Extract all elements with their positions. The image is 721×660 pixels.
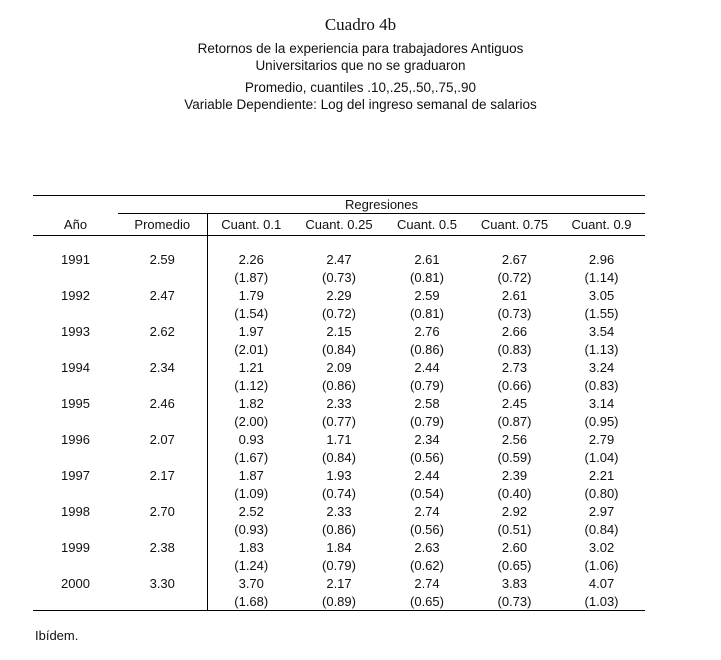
- quantile-value-cell: 2.58: [414, 396, 440, 411]
- se-row-1992: [33, 305, 645, 323]
- quantile-value-cell: 1.97: [207, 323, 295, 341]
- standard-error-cell: (1.14): [584, 270, 619, 285]
- quantile-value-cell: 2.47: [326, 252, 352, 267]
- standard-error-cell: (0.65): [410, 593, 444, 609]
- year-cell: 1997: [61, 468, 90, 483]
- promedio-cell-empty: [118, 413, 207, 431]
- promedio-cell-empty: [118, 377, 207, 395]
- quantile-value-cell: 2.74: [414, 504, 440, 519]
- quantile-value-cell: 1.87: [207, 467, 295, 485]
- group-header-row: [33, 196, 645, 214]
- standard-error-cell: (1.24): [207, 557, 295, 575]
- value-row-1995: [33, 395, 645, 413]
- standard-error-cell: (0.86): [410, 342, 444, 357]
- quantile-value-cell: 2.21: [588, 468, 615, 483]
- quantile-value-cell: 2.39: [501, 468, 528, 483]
- title-block: [0, 15, 721, 113]
- standard-error-cell: (1.03): [584, 593, 619, 609]
- standard-error-cell: (1.04): [584, 450, 619, 465]
- year-cell-empty: [33, 449, 118, 467]
- year-cell-empty: [33, 557, 118, 575]
- se-row-1998: [33, 521, 645, 539]
- standard-error-cell: (0.79): [322, 558, 356, 573]
- quantile-value-cell: 1.79: [207, 287, 295, 305]
- quantile-value-cell: 2.45: [501, 396, 528, 411]
- value-row-1994: [33, 359, 645, 377]
- standard-error-cell: (0.73): [497, 306, 532, 321]
- value-row-1992: [33, 287, 645, 305]
- promedio-cell: 2.17: [149, 468, 175, 483]
- year-cell-empty: [33, 305, 118, 323]
- standard-error-cell: (2.00): [207, 413, 295, 431]
- standard-error-cell: (0.83): [497, 342, 532, 357]
- table-subtitle-1: Retornos de la experiencia para trabajadores Antiguos: [197, 41, 524, 56]
- quantile-value-cell: 3.05: [588, 288, 615, 303]
- standard-error-cell: (0.65): [497, 558, 532, 573]
- promedio-cell: 2.38: [149, 540, 175, 555]
- quantile-value-cell: 2.96: [588, 252, 615, 267]
- value-row-1993: [33, 323, 645, 341]
- se-row-2000: [33, 593, 645, 611]
- quantile-value-cell: 2.66: [501, 324, 528, 339]
- standard-error-cell: (0.83): [584, 378, 619, 393]
- table-caption: Cuadro 4b: [324, 15, 397, 34]
- standard-error-cell: (1.55): [584, 306, 619, 321]
- year-cell-empty: [33, 341, 118, 359]
- quantile-value-cell: 2.09: [326, 360, 352, 375]
- year-cell-empty: [33, 413, 118, 431]
- value-row-1997: [33, 467, 645, 485]
- quantile-value-cell: 2.26: [207, 251, 295, 269]
- year-cell: 1993: [61, 324, 90, 339]
- se-row-1991: [33, 269, 645, 287]
- standard-error-cell: (0.73): [497, 593, 532, 609]
- quantile-value-cell: 2.63: [414, 540, 440, 555]
- source-note: Ibídem.: [35, 628, 79, 643]
- table-body: [33, 236, 645, 611]
- standard-error-cell: (0.93): [207, 521, 295, 539]
- se-row-1994: [33, 377, 645, 395]
- standard-error-cell: (0.59): [497, 450, 532, 465]
- value-row-1991: [33, 251, 645, 269]
- standard-error-cell: (1.06): [584, 558, 619, 573]
- value-row-1999: [33, 539, 645, 557]
- year-cell: 1999: [61, 540, 90, 555]
- col-header-cuant-05: Cuant. 0.5: [383, 214, 471, 236]
- quantile-value-cell: 3.24: [588, 360, 615, 375]
- quantile-value-cell: 2.74: [414, 576, 440, 591]
- quantile-value-cell: 2.97: [588, 504, 615, 519]
- quantile-value-cell: 2.59: [414, 288, 440, 303]
- standard-error-cell: (0.79): [410, 414, 444, 429]
- standard-error-cell: (0.81): [410, 270, 444, 285]
- table-subtitle-2: Universitarios que no se graduaron: [255, 58, 466, 73]
- promedio-cell-empty: [118, 593, 207, 611]
- quantile-value-cell: 3.14: [588, 396, 615, 411]
- standard-error-cell: (1.87): [207, 269, 295, 287]
- value-row-1996: [33, 431, 645, 449]
- quantile-value-cell: 0.93: [207, 431, 295, 449]
- col-header-cuant-025: Cuant. 0.25: [295, 214, 383, 236]
- col-header-promedio: Promedio: [118, 214, 207, 236]
- quantile-value-cell: 2.34: [414, 432, 440, 447]
- promedio-cell-empty: [118, 557, 207, 575]
- group-header-label: Regresiones: [345, 197, 419, 212]
- quantile-value-cell: 4.07: [588, 576, 615, 591]
- quantile-value-cell: 2.79: [588, 432, 615, 447]
- standard-error-cell: (1.68): [207, 593, 295, 611]
- standard-error-cell: (0.86): [322, 378, 356, 393]
- se-row-1997: [33, 485, 645, 503]
- year-cell-empty: [33, 377, 118, 395]
- table-subtitle-3: Promedio, cuantiles .10,.25,.50,.75,.90: [244, 80, 477, 95]
- quantile-value-cell: 2.92: [501, 504, 528, 519]
- quantile-value-cell: 3.83: [501, 576, 528, 591]
- promedio-cell: 2.46: [149, 396, 175, 411]
- promedio-cell-empty: [118, 341, 207, 359]
- quantile-value-cell: 1.93: [326, 468, 352, 483]
- promedio-cell: 2.70: [149, 504, 175, 519]
- col-header-cuant-01: Cuant. 0.1: [207, 214, 295, 236]
- standard-error-cell: (0.74): [322, 486, 356, 501]
- quantile-value-cell: 2.15: [326, 324, 352, 339]
- quantile-value-cell: 2.17: [326, 576, 352, 591]
- col-header-cuant-09: Cuant. 0.9: [558, 214, 645, 236]
- standard-error-cell: (0.79): [410, 378, 444, 393]
- standard-error-cell: (1.13): [584, 342, 619, 357]
- standard-error-cell: (0.84): [584, 522, 619, 537]
- standard-error-cell: (1.09): [207, 485, 295, 503]
- quantile-value-cell: 3.54: [588, 324, 615, 339]
- standard-error-cell: (0.87): [497, 414, 532, 429]
- year-cell: 2000: [61, 576, 90, 591]
- quantile-value-cell: 1.82: [207, 395, 295, 413]
- year-cell: 1992: [61, 288, 90, 303]
- standard-error-cell: (0.54): [410, 486, 444, 501]
- year-cell: 1995: [61, 396, 90, 411]
- quantile-value-cell: 3.70: [207, 575, 295, 593]
- quantile-value-cell: 1.21: [207, 359, 295, 377]
- standard-error-cell: (0.84): [322, 342, 356, 357]
- quantile-value-cell: 2.29: [326, 288, 352, 303]
- table-subtitle-4: Variable Dependiente: Log del ingreso semanal de salarios: [184, 97, 537, 112]
- standard-error-cell: (0.81): [410, 306, 444, 321]
- quantile-value-cell: 1.71: [326, 432, 352, 447]
- standard-error-cell: (0.86): [322, 522, 356, 537]
- value-row-2000: [33, 575, 645, 593]
- standard-error-cell: (1.54): [207, 305, 295, 323]
- se-row-1999: [33, 557, 645, 575]
- quantile-value-cell: 2.44: [414, 468, 440, 483]
- promedio-cell: 3.30: [149, 576, 175, 591]
- group-header-spacer-cell: [33, 196, 118, 214]
- promedio-cell-empty: [118, 485, 207, 503]
- standard-error-cell: (0.73): [322, 270, 356, 285]
- standard-error-cell: (0.56): [410, 450, 444, 465]
- standard-error-cell: (0.72): [497, 270, 532, 285]
- standard-error-cell: (0.72): [322, 306, 356, 321]
- year-cell-empty: [33, 269, 118, 287]
- standard-error-cell: (1.67): [207, 449, 295, 467]
- quantile-value-cell: 3.02: [588, 540, 615, 555]
- standard-error-cell: (1.12): [207, 377, 295, 395]
- spacer-row: [33, 236, 645, 251]
- se-row-1993: [33, 341, 645, 359]
- year-cell-empty: [33, 521, 118, 539]
- quantile-value-cell: 2.73: [501, 360, 528, 375]
- year-cell: 1998: [61, 504, 90, 519]
- col-header-cuant-075: Cuant. 0.75: [471, 214, 558, 236]
- standard-error-cell: (0.62): [410, 558, 444, 573]
- promedio-cell: 2.47: [149, 288, 175, 303]
- year-cell-empty: [33, 485, 118, 503]
- standard-error-cell: (0.89): [322, 593, 356, 609]
- year-cell-empty: [33, 593, 118, 611]
- standard-error-cell: (0.77): [322, 414, 356, 429]
- standard-error-cell: (0.84): [322, 450, 356, 465]
- standard-error-cell: (0.51): [497, 522, 532, 537]
- standard-error-cell: (0.66): [497, 378, 532, 393]
- regression-table: [33, 195, 645, 611]
- quantile-value-cell: 2.33: [326, 504, 352, 519]
- quantile-value-cell: 2.61: [501, 288, 528, 303]
- standard-error-cell: (0.95): [584, 414, 619, 429]
- quantile-value-cell: 1.84: [326, 540, 352, 555]
- col-header-ano: Año: [33, 214, 118, 236]
- promedio-cell: 2.07: [149, 432, 175, 447]
- group-header-cell: [118, 196, 645, 214]
- standard-error-cell: (0.56): [410, 522, 444, 537]
- quantile-value-cell: 2.67: [501, 252, 528, 267]
- quantile-value-cell: 2.52: [207, 503, 295, 521]
- quantile-value-cell: 1.83: [207, 539, 295, 557]
- promedio-cell-empty: [118, 305, 207, 323]
- promedio-cell-empty: [118, 449, 207, 467]
- value-row-1998: [33, 503, 645, 521]
- standard-error-cell: (2.01): [207, 341, 295, 359]
- promedio-cell: 2.59: [149, 252, 175, 267]
- table-head: [33, 196, 645, 236]
- promedio-cell: 2.62: [149, 324, 175, 339]
- promedio-cell: 2.34: [149, 360, 175, 375]
- year-cell: 1994: [61, 360, 90, 375]
- quantile-value-cell: 2.60: [501, 540, 528, 555]
- quantile-value-cell: 2.76: [414, 324, 440, 339]
- quantile-value-cell: 2.33: [326, 396, 352, 411]
- quantile-value-cell: 2.44: [414, 360, 440, 375]
- year-cell: 1996: [61, 432, 90, 447]
- promedio-cell-empty: [118, 521, 207, 539]
- quantile-value-cell: 2.56: [501, 432, 528, 447]
- quantile-value-cell: 2.61: [414, 252, 440, 267]
- promedio-cell-empty: [118, 269, 207, 287]
- standard-error-cell: (0.80): [584, 486, 619, 501]
- year-cell: 1991: [61, 252, 90, 267]
- se-row-1996: [33, 449, 645, 467]
- standard-error-cell: (0.40): [497, 486, 532, 501]
- column-header-row: [33, 214, 645, 236]
- se-row-1995: [33, 413, 645, 431]
